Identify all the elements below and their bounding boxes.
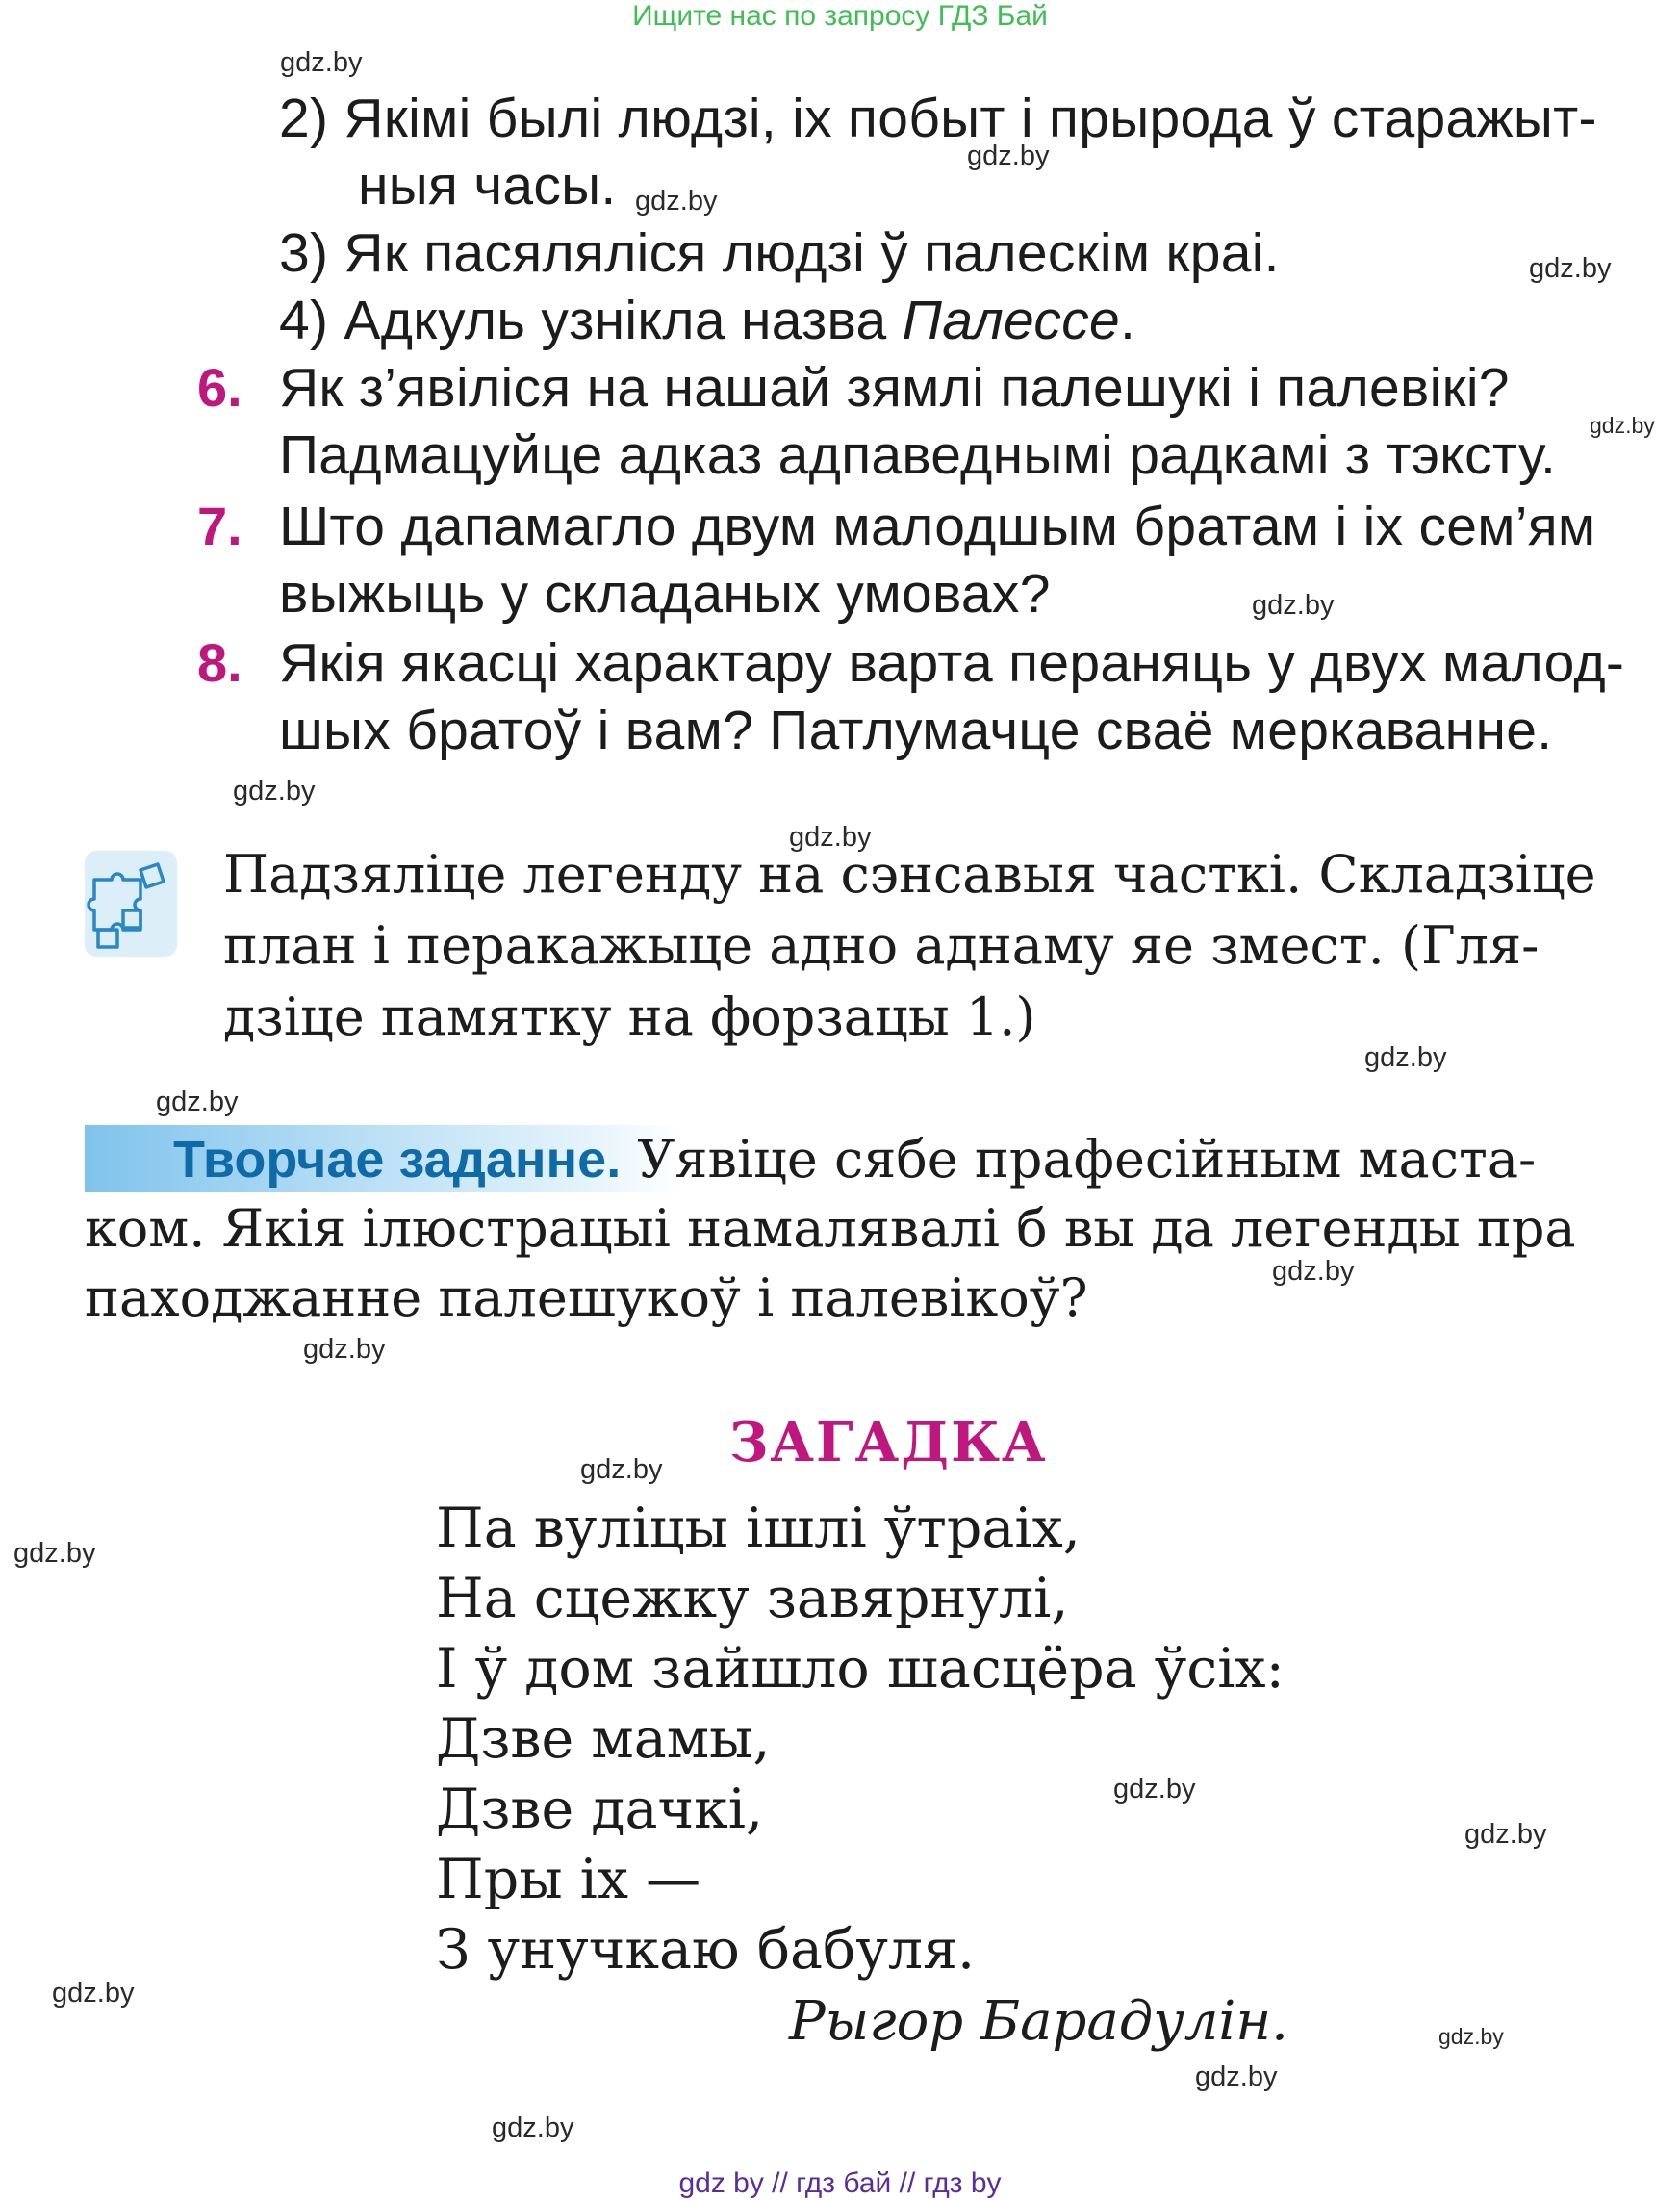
search-banner: Ищите нас по запросу ГДЗ Бай (632, 0, 1048, 32)
creative-task-line-1 (173, 1124, 1536, 1195)
watermark: gdz.by (492, 2112, 574, 2143)
retell-task-line-3: дзіце памятку на форзацы 1.) (223, 986, 1036, 1047)
watermark: gdz.by (789, 822, 872, 853)
poem-line: Па вуліцы ішлі ўтраіх, (436, 1497, 1081, 1560)
retell-task-line-1: Падзяліце легенду на сэнсавыя часткі. Складзіце (223, 844, 1596, 905)
poem-line: Дзве мамы, (436, 1707, 771, 1771)
question-5-item-4-italic: Палессе (902, 290, 1120, 351)
question-7-line-1: Што дапамагло двум малодшым братам і іх сем’ям (279, 496, 1596, 557)
watermark: gdz.by (635, 186, 718, 217)
watermark: gdz.by (233, 776, 316, 806)
question-5-item-2-line-2: ныя часы. (358, 155, 617, 217)
creative-task-line-2: ком. Якія ілюстрацыі намалявалі б вы да легенды пра (85, 1198, 1576, 1259)
poem-line: Дзве дачкі, (436, 1778, 764, 1841)
watermark: gdz.by (1464, 1819, 1547, 1850)
question-5-item-4-prefix: 4) Адкуль узнікла назва (279, 290, 903, 351)
poem-line: З унучкаю бабуля. (436, 1918, 976, 1982)
question-6-number: 6. (197, 357, 242, 418)
watermark: gdz.by (1272, 1256, 1355, 1287)
watermark: gdz.by (52, 1978, 135, 2009)
watermark: gdz.by (1113, 1774, 1196, 1804)
question-5-item-4-suffix: . (1120, 290, 1136, 351)
question-6-line-1: Як з’явіліся на нашай зямлі палешукі і палевікі? (279, 357, 1510, 419)
poem-line: Пры іх — (436, 1848, 701, 1911)
watermark: gdz.by (967, 141, 1050, 171)
watermark: gdz.by (156, 1087, 239, 1117)
poem-line: І ў дом зайшло шасцёра ўсіх: (436, 1637, 1285, 1701)
creative-task-label: Творчае заданне. (173, 1131, 622, 1189)
watermark: gdz.by (1364, 1042, 1447, 1073)
watermark: gdz.by (1252, 590, 1335, 621)
footer-links: gdz by // гдз бай // гдз by (678, 2167, 1002, 2199)
watermark: gdz.by (1195, 2061, 1278, 2092)
creative-task-line-1-rest: Уявіце сябе прафесійным маста- (621, 1129, 1537, 1190)
puzzle-icon (85, 851, 177, 957)
watermark: gdz.by (280, 47, 363, 78)
creative-task-line-3: паходжанне палешукоў і палевікоў? (85, 1267, 1088, 1328)
watermark: gdz.by (580, 1454, 663, 1485)
question-8-number: 8. (197, 632, 242, 693)
question-8-line-1: Якія якасці характару варта пераняць у двух малод- (279, 632, 1625, 694)
poem-line: На сцежку завярнулі, (436, 1567, 1069, 1630)
question-7-number: 7. (197, 496, 242, 556)
watermark: gdz.by (1438, 2024, 1504, 2049)
question-5-item-2-line-1: 2) Якімі былі людзі, іх побыт і прырода ў старажыт- (279, 88, 1597, 149)
question-5-item-3: 3) Як пасяляліся людзі ў палескім краі. (279, 222, 1280, 284)
question-5-item-4 (279, 287, 1135, 354)
question-8-line-2: шых братоў і вам? Патлумачце сваё меркаванне. (279, 700, 1553, 761)
watermark: gdz.by (13, 1538, 96, 1569)
poem-author: Рыгор Барадулін. (789, 1990, 1288, 2053)
watermark: gdz.by (1529, 253, 1612, 284)
question-7-line-2: выжыць у складаных умовах? (279, 563, 1051, 625)
retell-task-line-2: план і перакажыце адно аднаму яе змест. (Гля- (223, 915, 1540, 976)
watermark: gdz.by (303, 1334, 386, 1365)
watermark: gdz.by (1590, 413, 1655, 438)
riddle-title: ЗАГАДКА (729, 1411, 1048, 1474)
question-6-line-2: Падмацуйце адказ адпаведнымі радкамі з тэксту. (279, 424, 1557, 486)
